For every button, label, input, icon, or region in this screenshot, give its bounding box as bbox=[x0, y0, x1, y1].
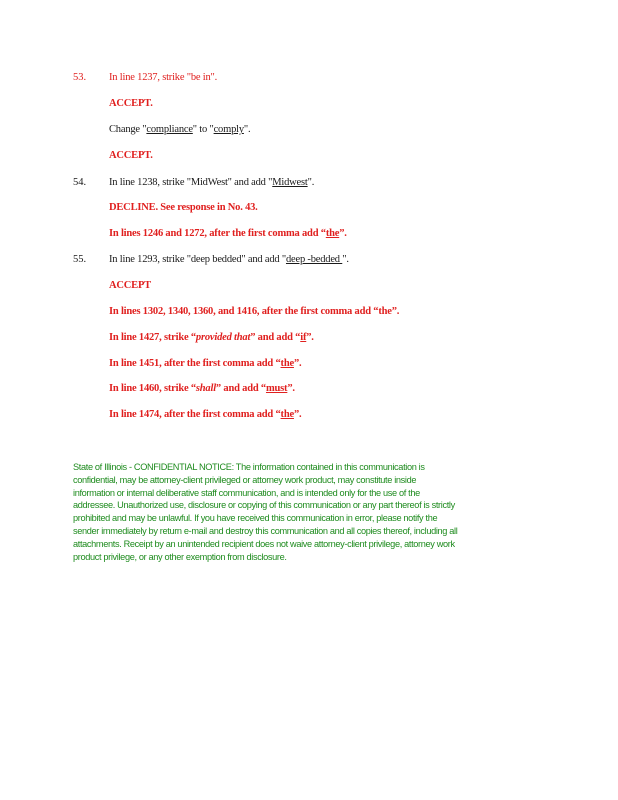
line-1451-word: the bbox=[280, 358, 294, 369]
line-1427-text bbox=[109, 331, 314, 345]
line-1451-text bbox=[109, 357, 301, 371]
line-1427-prefix: In line 1427, strike “ bbox=[109, 332, 196, 343]
lines-1246-prefix: In lines 1246 and 1272, after the first comma add “ bbox=[109, 228, 326, 239]
response-accept-1: ACCEPT. bbox=[109, 98, 153, 109]
item-54-suffix: ". bbox=[307, 177, 315, 188]
line-1427-word: if bbox=[300, 332, 307, 343]
item-55-prefix: In line 1293, strike "deep bedded" and add " bbox=[109, 254, 286, 265]
line-1451-suffix: ”. bbox=[293, 358, 302, 369]
line-1474-suffix: ”. bbox=[293, 409, 302, 420]
response-decline: DECLINE. See response in No. 43. bbox=[109, 202, 258, 213]
item-54-text bbox=[109, 176, 314, 190]
change-mid: " to " bbox=[192, 124, 214, 135]
response-accept-3: ACCEPT bbox=[109, 280, 151, 291]
notice-line: State of Illinois - CONFIDENTIAL NOTICE: The information contained in this communication is bbox=[73, 462, 425, 472]
item-55-suffix: ". bbox=[342, 254, 349, 265]
line-1460-prefix: In line 1460, strike “ bbox=[109, 383, 196, 394]
lines-1246-text bbox=[109, 227, 347, 241]
item-number-55: 55. bbox=[73, 254, 87, 265]
notice-line: product privilege, or any other exemption from disclosure. bbox=[73, 551, 287, 562]
line-1427-italic: provided that bbox=[195, 332, 251, 343]
lines-1246-suffix: ”. bbox=[339, 228, 347, 239]
line-1474-text bbox=[109, 408, 301, 422]
confidential-notice bbox=[73, 461, 543, 563]
line-1451-prefix: In line 1451, after the first comma add “ bbox=[109, 358, 281, 369]
lines-1302-text: In lines 1302, 1340, 1360, and 1416, after the first comma add “the”. bbox=[109, 306, 400, 317]
change-word-compliance: compliance bbox=[146, 124, 193, 135]
item-53-text: In line 1237, strike "be in". bbox=[109, 72, 218, 83]
line-1474-prefix: In line 1474, after the first comma add “ bbox=[109, 409, 281, 420]
notice-line: addressee. Unauthorized use, disclosure or copying of this communication or any part thereof is strictly bbox=[73, 500, 455, 511]
line-1474-word: the bbox=[280, 409, 294, 420]
notice-line: confidential, may be attorney-client privileged or attorney work product, may constitute inside bbox=[73, 474, 417, 485]
notice-line: sender immediately by return e-mail and destroy this communication and all copies thereof, including all bbox=[73, 525, 458, 536]
response-accept-2: ACCEPT. bbox=[109, 150, 153, 161]
change-prefix: Change " bbox=[109, 124, 147, 135]
change-instruction bbox=[109, 123, 250, 137]
line-1460-word: must bbox=[265, 383, 288, 394]
line-1427-suffix: ”. bbox=[306, 332, 314, 343]
line-1427-mid: ” and add “ bbox=[250, 332, 301, 343]
item-55-underlined: deep -bedded bbox=[285, 254, 343, 265]
change-word-comply: comply bbox=[213, 124, 244, 135]
line-1460-mid: ” and add “ bbox=[215, 383, 266, 394]
notice-line: attachments. Receipt by an unintended recipient does not waive attorney-client privilege, attorney work bbox=[73, 538, 455, 549]
notice-line: information or internal deliberative staff communication, and is intended only for the use of the bbox=[73, 487, 420, 498]
change-suffix: ". bbox=[243, 124, 251, 135]
line-1460-italic: shall bbox=[195, 383, 216, 394]
line-1460-suffix: ”. bbox=[287, 383, 295, 394]
item-55-text bbox=[109, 253, 349, 267]
item-54-underlined: Midwest bbox=[272, 177, 308, 188]
lines-1246-word: the bbox=[325, 228, 340, 239]
item-54-prefix: In line 1238, strike "MidWest" and add " bbox=[109, 177, 273, 188]
item-number-53: 53. bbox=[73, 72, 87, 83]
item-number-54: 54. bbox=[73, 177, 87, 188]
notice-line: prohibited and may be unlawful. If you have received this communication in error, please notify the bbox=[73, 513, 438, 524]
line-1460-text bbox=[109, 382, 295, 396]
